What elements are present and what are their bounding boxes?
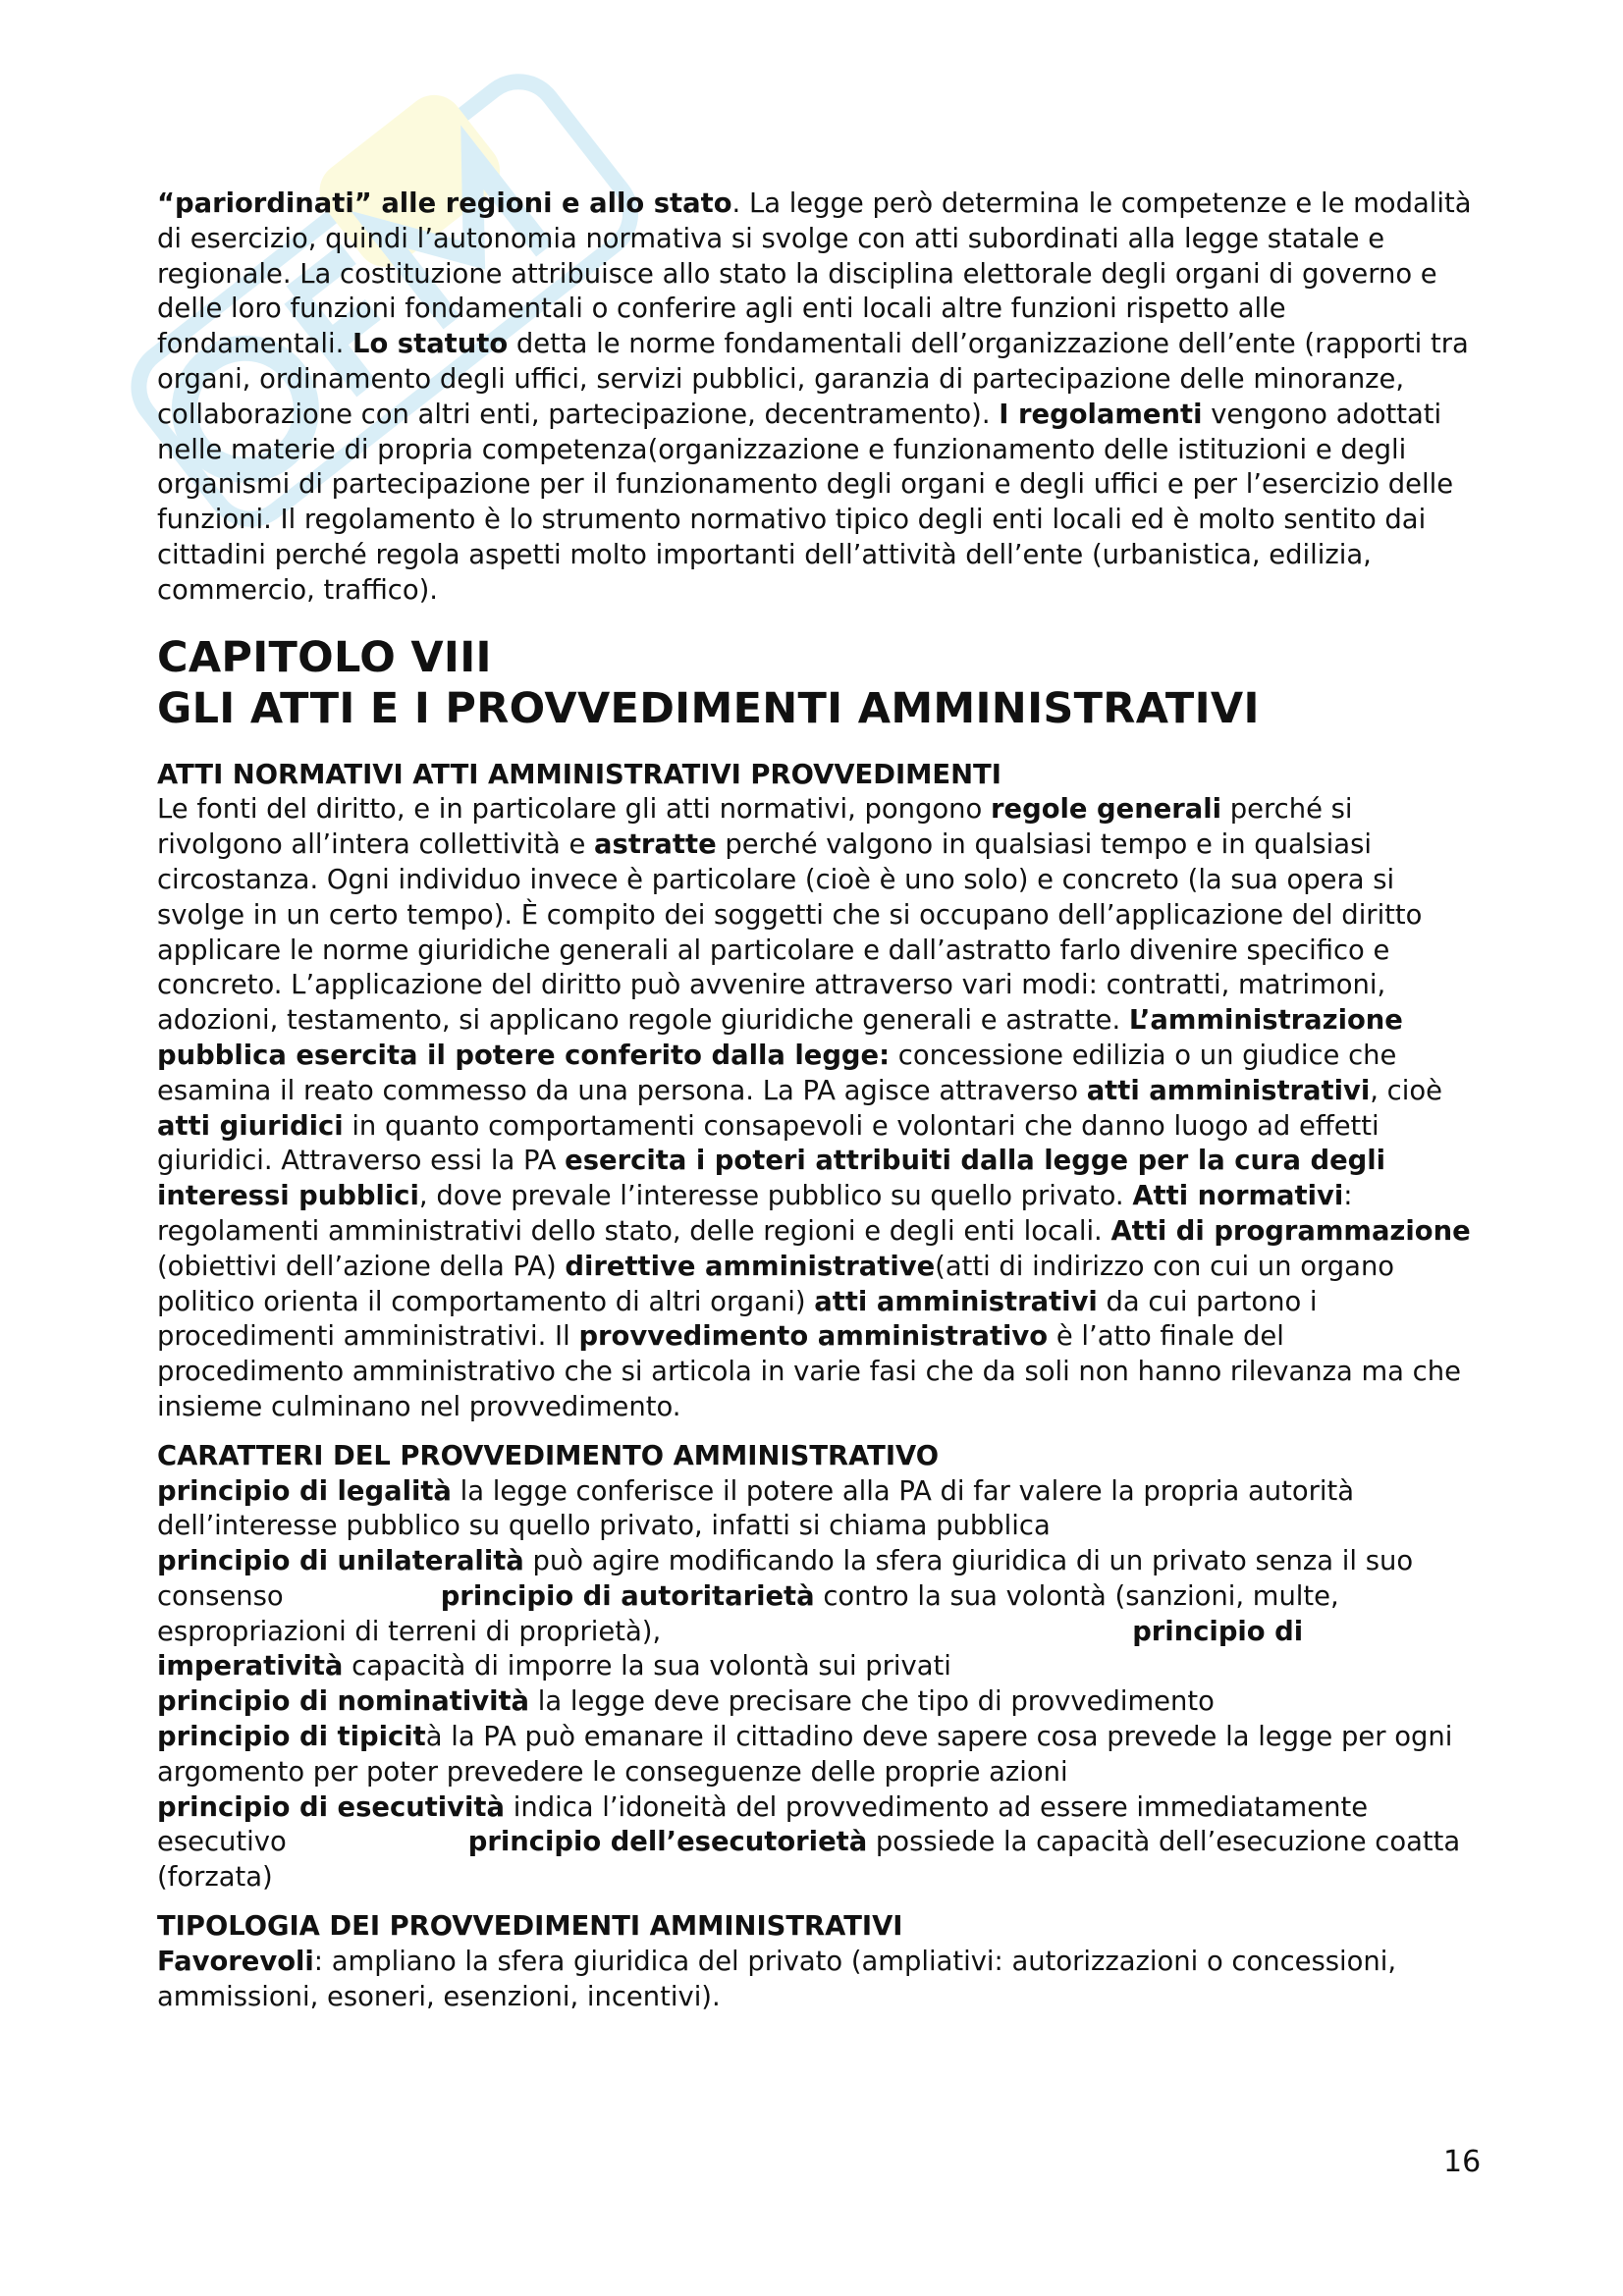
section-paragraph-tipologia <box>157 1945 1478 2015</box>
page-number: 16 <box>1443 2145 1482 2179</box>
text-span: à la PA può emanare il cittadino deve sapere cosa prevede la legge per ogni argomento per poter prevedere le conseguenze delle proprie azioni <box>157 1722 1453 1788</box>
bold-text: astratte <box>594 829 717 861</box>
text-span: : ampliano la sfera giuridica del privato (ampliativi: autorizzazioni o concessioni, ammissioni, esoneri, esenzioni, incentivi). <box>157 1946 1397 2012</box>
bold-text: L’amministrazione pubblica esercita il potere conferito dalla legge: <box>157 1005 1403 1071</box>
bold-text: atti amministrativi <box>814 1286 1098 1317</box>
bold-text: esercita i poteri attribuiti dalla legge per la cura degli interessi pubblici <box>157 1146 1386 1212</box>
bold-text: principio di esecutività <box>157 1791 506 1823</box>
bold-text: Lo statuto <box>352 329 509 360</box>
text-span: da cui partono i procedimenti amministrativi. Il <box>157 1286 1318 1353</box>
bold-text: atti giuridici <box>157 1110 344 1142</box>
bold-text: regole generali <box>991 794 1222 826</box>
text-span: possiede la capacità dell’esecuzione coatta (forzata) <box>157 1827 1461 1894</box>
text-span: (obiettivi dell’azione della PA) <box>157 1251 566 1282</box>
bold-text: principio di nominatività <box>157 1686 530 1718</box>
chapter-title-line1: CAPITOLO VIII <box>157 632 492 682</box>
text-span: la legge deve precisare che tipo di provvedimento <box>529 1686 1215 1718</box>
bold-text: principio di tipicit <box>157 1722 426 1753</box>
bold-text: atti amministrativi <box>1086 1075 1371 1106</box>
bold-text: I regolamenti <box>999 399 1203 430</box>
bold-text: principio di autoritarietà <box>440 1580 815 1612</box>
intro-paragraph <box>157 187 1478 609</box>
section-title-caratteri: CARATTERI DEL PROVVEDIMENTO AMMINISTRATIVO <box>157 1440 940 1471</box>
text-span: capacità di imporre la sua volontà sui privati <box>343 1651 951 1682</box>
bold-text: principio di unilateralità <box>157 1546 524 1577</box>
section-paragraph-caratteri <box>157 1474 1478 1896</box>
text-span: , dove prevale l’interesse pubblico su quello privato. <box>418 1181 1133 1212</box>
text-span: può agire modificando la sfera giuridica di un privato senza il suo consenso <box>157 1546 1414 1612</box>
section-paragraph-atti-normativi <box>157 792 1478 1424</box>
bold-text: principio di legalità <box>157 1475 452 1507</box>
text-span: , cioè <box>1370 1075 1442 1106</box>
bold-text: direttive amministrative <box>565 1251 936 1282</box>
bold-text: “pariordinati” alle regioni e allo stato <box>157 188 732 219</box>
section-title-tipologia: TIPOLOGIA DEI PROVVEDIMENTI AMMINISTRATIVI <box>157 1911 903 1943</box>
text-span: contro la sua volontà (sanzioni, multe, espropriazioni di terreni di proprietà), <box>157 1580 1339 1647</box>
text-span: concessione edilizia o un giudice che esamina il reato commesso da una persona. La PA agisce attraverso <box>157 1040 1397 1106</box>
text-span: perché valgono in qualsiasi tempo e in qualsiasi circostanza. Ogni individuo invece è particolare (cioè è uno solo) e concreto (la sua opera si svolge in un certo tempo). È compito dei soggetti che si occupano dell’applicazione del diritto applicare le norme giuridiche generali al particolare e dall’astratto farlo divenire specifico e concreto. L’applicazione del diritto può avvenire attraverso vari modi: contratti, matrimoni, adozioni, testamento, si applicano regole giuridiche generali e astratte. <box>157 829 1423 1037</box>
bold-text: provvedimento amministrativo <box>578 1321 1049 1353</box>
text-span: . La legge però determina le competenze e le modalità di esercizio, quindi l’autonomia normativa si svolge con atti subordinati alla legge statale e regionale. La costituzione attribuisce allo stato la disciplina elettorale degli organi di governo e delle loro funzioni fondamentali o conferire agli enti locali altre funzioni rispetto alle fondamentali. <box>157 188 1472 360</box>
text-span: detta le norme fondamentali dell’organizzazione dell’ente (rapporti tra organi, ordinamento degli uffici, servizi pubblici, garanzia di partecipazione delle minoranze, collaborazione con altri enti, partecipazione, decentramento). <box>157 329 1469 430</box>
bold-text: principio di imperatività <box>157 1616 1304 1682</box>
bold-text: Atti di programmazione <box>1110 1215 1471 1247</box>
text-span: è l’atto finale del procedimento amministrativo che si articola in varie fasi che da soli non hanno rilevanza ma che insieme culminano nel provvedimento. <box>157 1321 1461 1422</box>
text-span: indica l’idoneità del provvedimento ad essere immediatamente esecutivo <box>157 1791 1369 1858</box>
bold-text: Atti normativi <box>1132 1181 1344 1212</box>
section-title-atti-normativi: ATTI NORMATIVI ATTI AMMINISTRATIVI PROVVEDIMENTI <box>157 759 1001 790</box>
text-span: : regolamenti amministrativi dello stato, delle regioni e degli enti locali. <box>157 1181 1353 1247</box>
bold-text: Favorevoli <box>157 1946 314 1977</box>
chapter-title-line2: GLI ATTI E I PROVVEDIMENTI AMMINISTRATIVI <box>157 683 1260 733</box>
document-page <box>157 187 1478 2014</box>
text-span: Le fonti del diritto, e in particolare gli atti normativi, pongono <box>157 794 991 826</box>
text-span: (atti di indirizzo con cui un organo politico orienta il comportamento di altri organi) <box>157 1251 1395 1317</box>
text-span: vengono adottati nelle materie di propria competenza(organizzazione e funzionamento delle istituzioni e degli organismi di partecipazione per il funzionamento degli organi e degli uffici e per l’esercizio delle funzioni. Il regolamento è lo strumento normativo tipico degli enti locali ed è molto sentito dai cittadini perché regola aspetti molto importanti dell’attività dell’ente (urbanistica, edilizia, commercio, traffico). <box>157 399 1454 606</box>
bold-text: principio dell’esecutorietà <box>467 1827 868 1858</box>
text-span: perché si rivolgono all’intera collettività e <box>157 794 1353 861</box>
text-span: in quanto comportamenti consapevoli e volontari che danno luogo ad effetti giuridici. Attraverso essi la PA <box>157 1110 1380 1177</box>
text-span: la legge conferisce il potere alla PA di far valere la propria autorità dell’interesse pubblico su quello privato, infatti si chiama pubblica <box>157 1475 1355 1542</box>
